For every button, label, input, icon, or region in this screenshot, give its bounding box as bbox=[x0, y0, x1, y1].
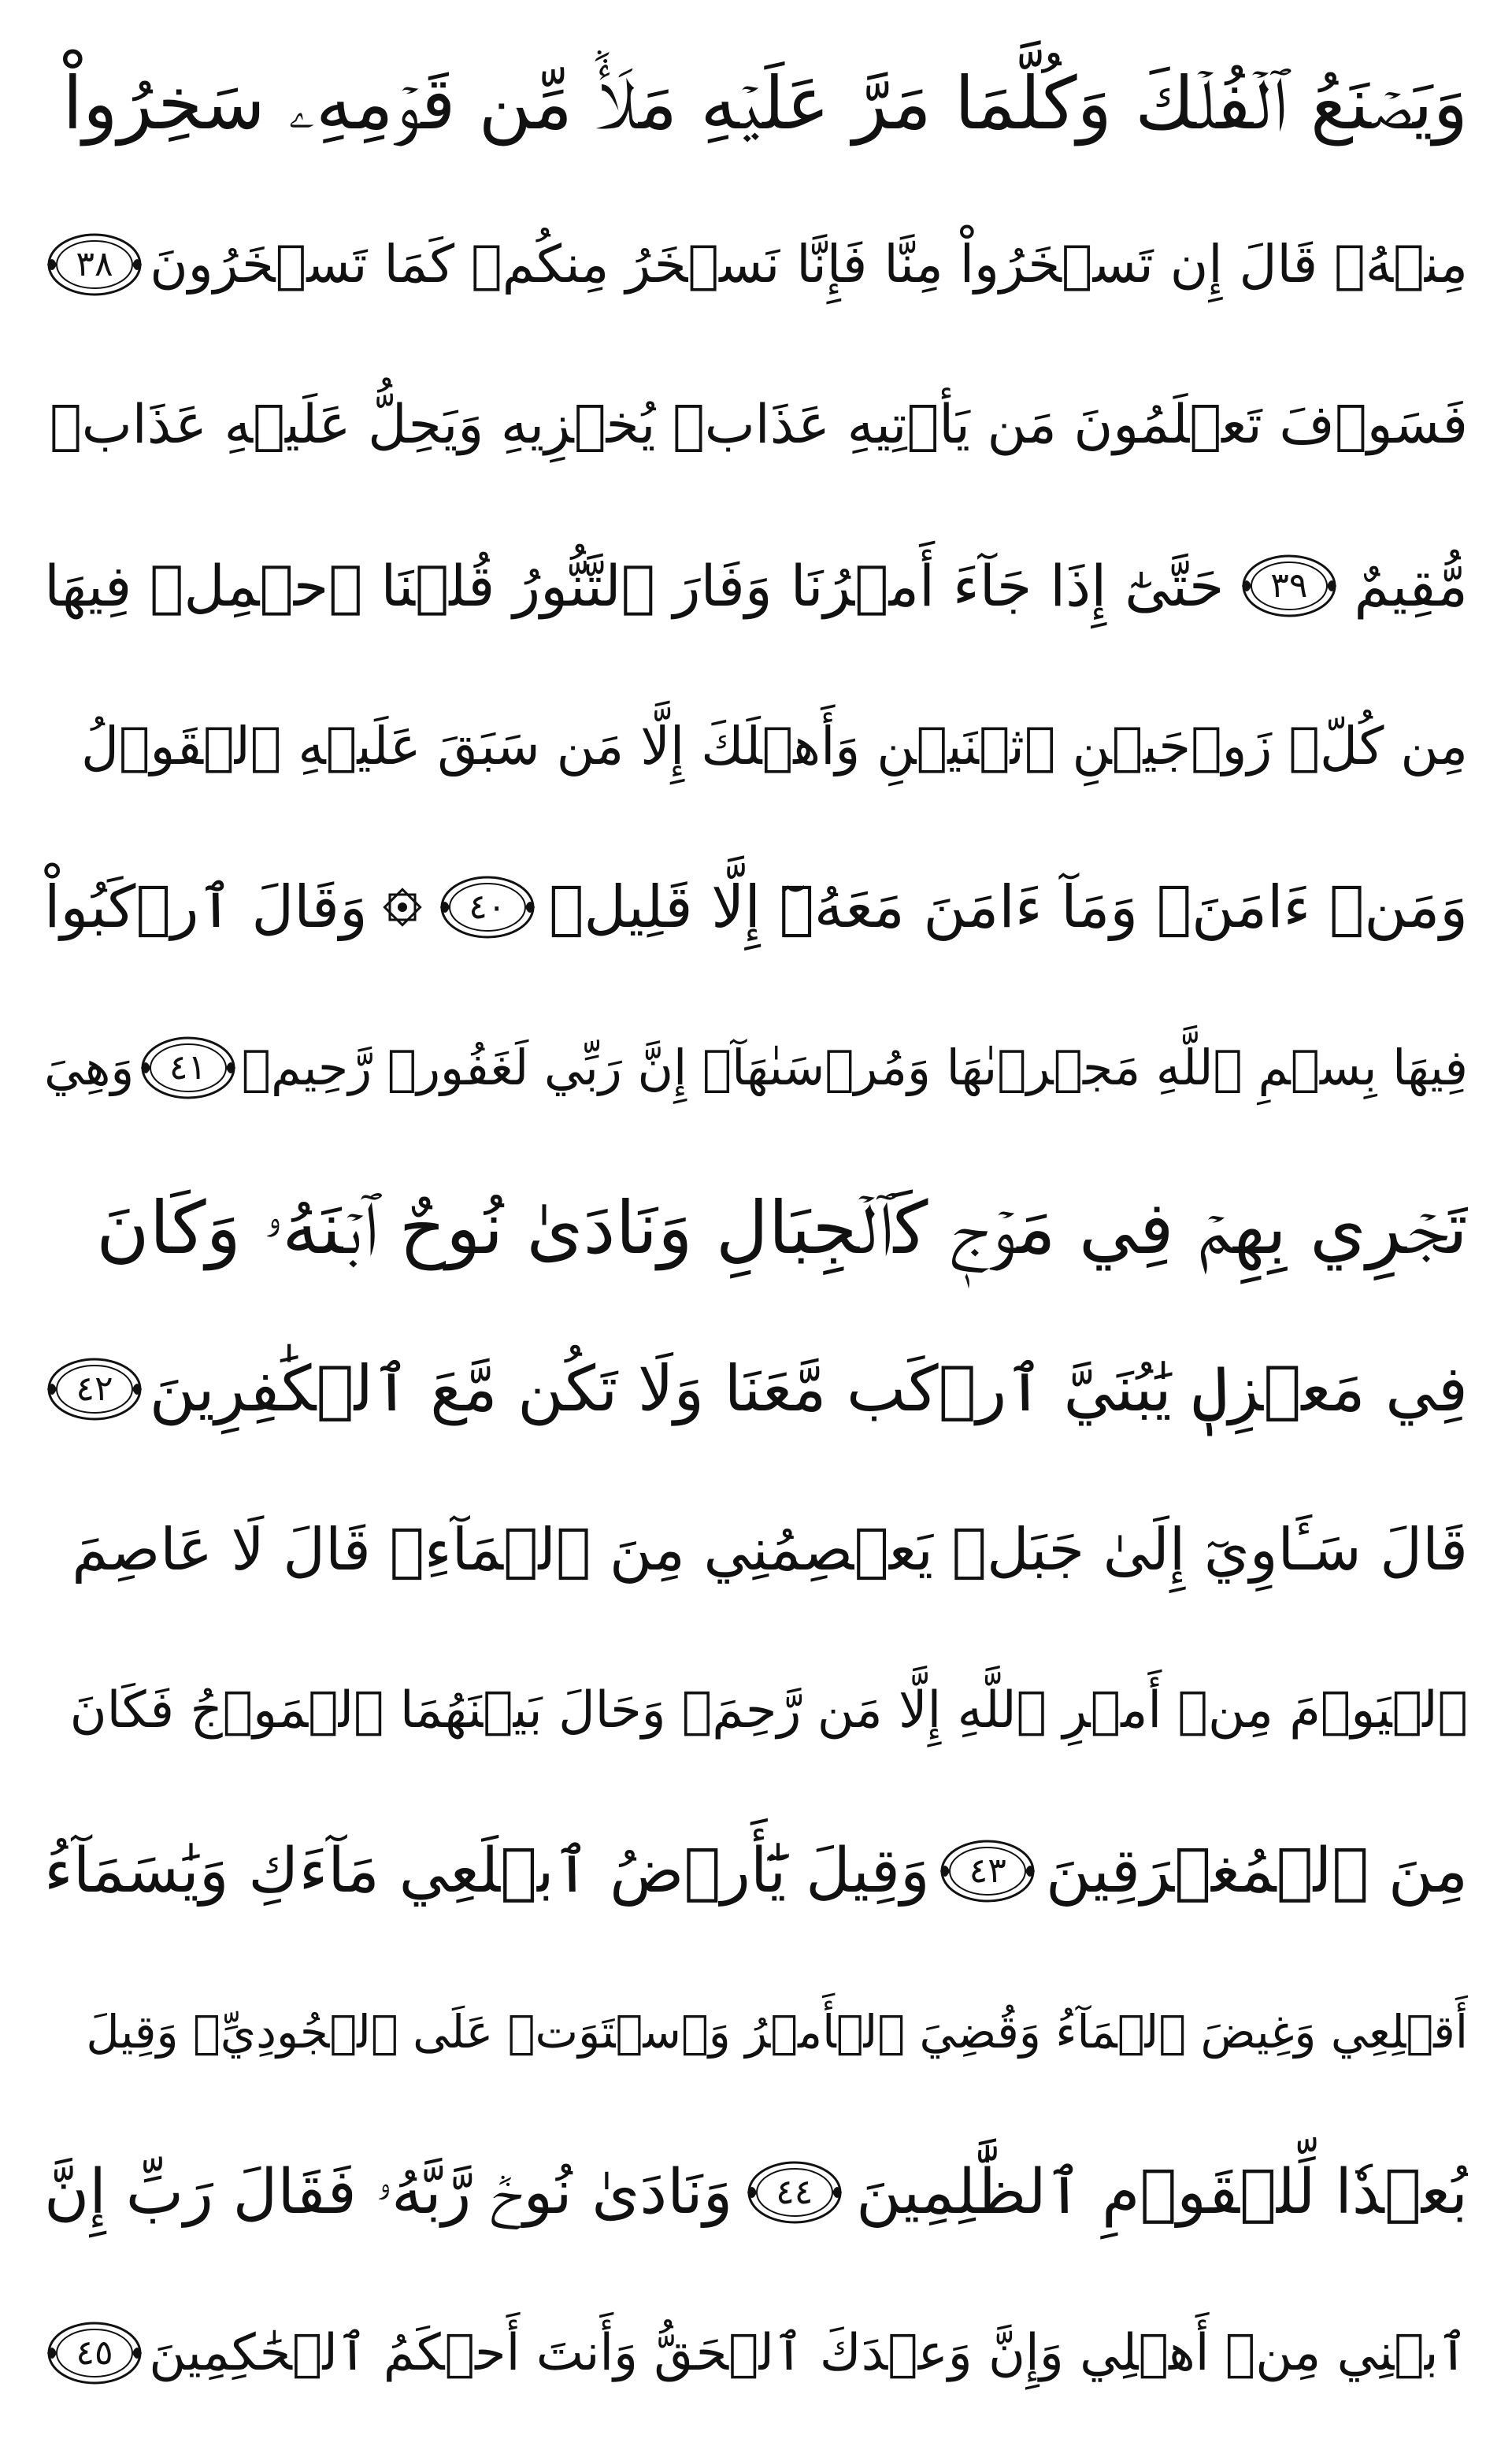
ayah-number-45: ٤٥ bbox=[76, 2333, 113, 2373]
line-7-text-a: فِيهَا بِسۡمِ ٱللَّهِ مَجۡرٜىٰهَا وَمُرۡسَىٰهَآۚ إِنَّ رَبِّي لَغَفُورٞ رَّحِيمٞ bbox=[241, 1039, 1468, 1096]
line-2-text: مِنۡهُۚ قَالَ إِن تَسۡخَرُواْ مِنَّا فَإِنَّا نَسۡخَرُ مِنكُمۡ كَمَا تَسۡخَرُونَ bbox=[150, 234, 1468, 295]
line-9-text: فِي مَعۡزِلٖ يَٰبُنَيَّ ٱرۡكَب مَّعَنَا وَلَا تَكُن مَّعَ ٱلۡكَٰفِرِينَ bbox=[149, 1352, 1468, 1425]
text-line-4 bbox=[44, 506, 1468, 666]
ayah-number-42: ٤٢ bbox=[76, 1369, 113, 1409]
ayah-number-44: ٤٤ bbox=[776, 2172, 813, 2212]
ayah-number-41: ٤١ bbox=[169, 1047, 207, 1088]
line-6-text-b: وَقَالَ ٱرۡكَبُواْ bbox=[44, 873, 368, 941]
text-line-15 bbox=[44, 2273, 1468, 2433]
ayah-end-ornament-icon bbox=[44, 1353, 145, 1425]
line-11-text: ٱلۡيَوۡمَ مِنۡ أَمۡرِ ٱللَّهِ إِلَّا مَن رَّحِمَۚ وَحَالَ بَيۡنَهُمَا ٱلۡمَوۡجُ فَكَانَ bbox=[69, 1681, 1468, 1740]
line-4-text-a: مُّقِيمٌ bbox=[1354, 553, 1468, 619]
line-14-text-b: وَنَادَىٰ نُوحٞ رَّبَّهُۥ فَقَالَ رَبِّ إِنَّ bbox=[44, 2157, 733, 2228]
text-line-5 bbox=[44, 666, 1468, 827]
line-3-text: فَسَوۡفَ تَعۡلَمُونَ مَن يَأۡتِيهِ عَذَابٞ يُخۡزِيهِ وَيَحِلُّ عَلَيۡهِ عَذَابٞ bbox=[49, 394, 1468, 456]
ayah-end-ornament-icon bbox=[744, 2156, 845, 2229]
line-12-text-b: وَقِيلَ يَٰٓأَرۡضُ ٱبۡلَعِي مَآءَكِ وَيَٰسَمَآءُ bbox=[44, 1836, 930, 1907]
ayah-number-43: ٤٣ bbox=[969, 1851, 1006, 1891]
ayah-end-ornament-icon bbox=[138, 1032, 239, 1104]
ayah-number-38: ٣٨ bbox=[76, 244, 113, 284]
line-14-text-a: بُعۡدٗا لِّلۡقَوۡمِ ٱلظَّٰلِمِينَ bbox=[856, 2157, 1468, 2228]
ayah-end-ornament-icon bbox=[1239, 550, 1340, 622]
text-line-2 bbox=[44, 184, 1468, 345]
text-line-6 bbox=[44, 827, 1468, 988]
text-line-8 bbox=[44, 1148, 1468, 1309]
text-line-7 bbox=[44, 988, 1468, 1148]
line-4-text-b: حَتَّىٰٓ إِذَا جَآءَ أَمۡرُنَا وَفَارَ ٱلتَّنُّورُ قُلۡنَا ٱحۡمِلۡ فِيهَا bbox=[44, 553, 1225, 619]
ayah-end-ornament-icon bbox=[44, 2317, 145, 2389]
ayah-number-39: ٣٩ bbox=[1270, 565, 1308, 606]
ayah-number-40: ٤٠ bbox=[469, 887, 506, 927]
rub-el-hizb-icon bbox=[379, 884, 426, 931]
line-6-text-a: وَمَنۡ ءَامَنَۚ وَمَآ ءَامَنَ مَعَهُۥٓ إِلَّا قَلِيلٞ bbox=[548, 873, 1468, 941]
line-7-text-b: وَهِيَ bbox=[44, 1039, 135, 1096]
line-1-text: وَيَصۡنَعُ ٱلۡفُلۡكَ وَكُلَّمَا مَرَّ عَلَيۡهِ مَلَأٞ مِّن قَوۡمِهِۦ سَخِرُواْ bbox=[62, 61, 1468, 146]
text-line-13 bbox=[44, 1951, 1468, 2112]
ayah-end-ornament-icon bbox=[437, 871, 538, 943]
text-line-3 bbox=[44, 345, 1468, 506]
text-line-12 bbox=[44, 1791, 1468, 1951]
ayah-end-ornament-icon bbox=[44, 228, 145, 301]
ayah-end-ornament-icon bbox=[937, 1835, 1038, 1907]
text-line-1 bbox=[44, 24, 1468, 184]
text-line-14 bbox=[44, 2112, 1468, 2273]
line-15-text: ٱبۡنِي مِنۡ أَهۡلِي وَإِنَّ وَعۡدَكَ ٱلۡحَقُّ وَأَنتَ أَحۡكَمُ ٱلۡحَٰكِمِينَ bbox=[149, 2324, 1468, 2382]
text-line-9 bbox=[44, 1309, 1468, 1469]
line-10-text: قَالَ سَـَٔاوِيٓ إِلَىٰ جَبَلٖ يَعۡصِمُنِي مِنَ ٱلۡمَآءِۚ قَالَ لَا عَاصِمَ bbox=[72, 1516, 1468, 1584]
line-8-text: تَجۡرِي بِهِمۡ فِي مَوۡجٖ كَٱلۡجِبَالِ وَنَادَىٰ نُوحٌ ٱبۡنَهُۥ وَكَانَ bbox=[96, 1186, 1468, 1270]
line-5-text: مِن كُلّٖ زَوۡجَيۡنِ ٱثۡنَيۡنِ وَأَهۡلَكَ إِلَّا مَن سَبَقَ عَلَيۡهِ ٱلۡقَوۡلُ bbox=[80, 716, 1468, 776]
text-line-11 bbox=[44, 1630, 1468, 1791]
line-13-text: أَقۡلِعِي وَغِيضَ ٱلۡمَآءُ وَقُضِيَ ٱلۡأَمۡرُ وَٱسۡتَوَتۡ عَلَى ٱلۡجُودِيِّۖ وَقِيلَ bbox=[86, 2005, 1468, 2059]
line-12-text-a: مِنَ ٱلۡمُغۡرَقِينَ bbox=[1045, 1836, 1468, 1907]
text-line-10 bbox=[44, 1469, 1468, 1630]
